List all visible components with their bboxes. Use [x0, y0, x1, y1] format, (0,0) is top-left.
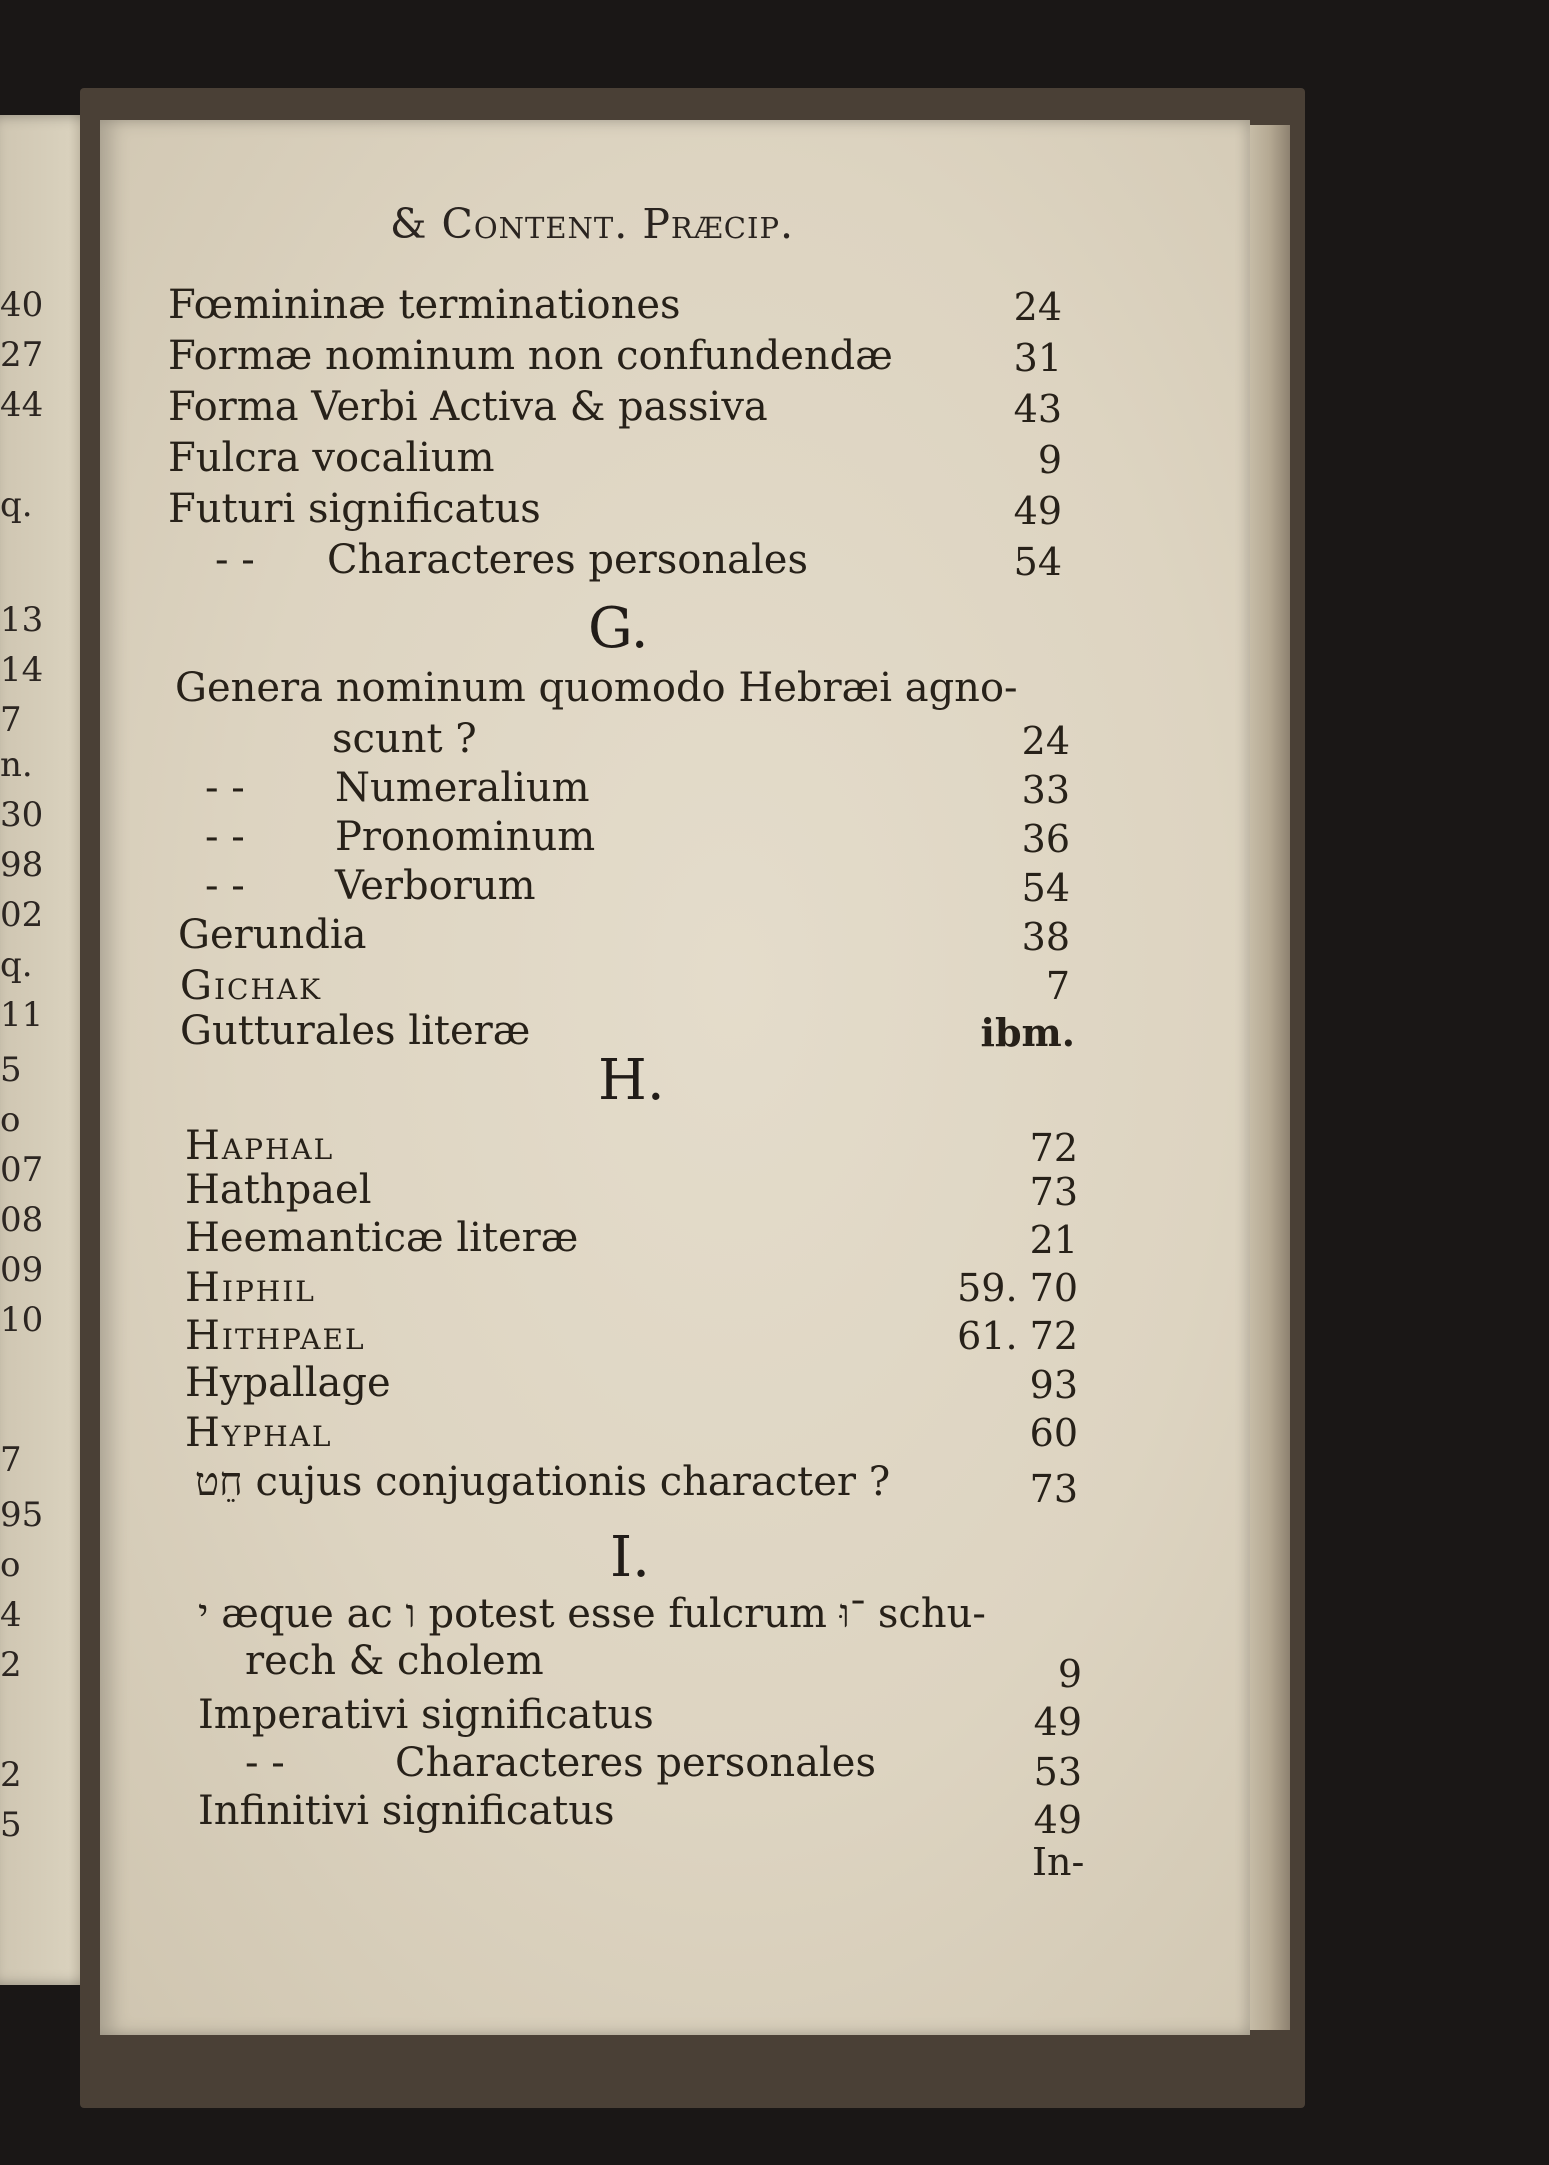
index-entry: rech & cholem: [245, 1638, 544, 1684]
running-head: & Content. Præcip.: [390, 200, 794, 248]
margin-fragment: o: [0, 1100, 21, 1140]
margin-fragment: 07: [0, 1150, 44, 1190]
page-number: 38: [1021, 915, 1070, 959]
section-letter-h: H.: [598, 1048, 665, 1113]
page-number: 9: [1057, 1652, 1082, 1696]
ditto-dashes: - -: [205, 814, 245, 860]
index-entry: scunt ?: [332, 716, 477, 762]
page-number: 72: [1029, 1126, 1078, 1170]
margin-fragment: 14: [0, 650, 44, 690]
margin-fragment: 5: [0, 1050, 22, 1090]
page-number: 60: [1029, 1411, 1078, 1455]
margin-fragment: 02: [0, 895, 44, 935]
margin-fragment: 10: [0, 1300, 44, 1340]
margin-fragment: 98: [0, 845, 44, 885]
page-number: 54: [1021, 866, 1070, 910]
page-number: 24: [1021, 719, 1070, 763]
index-entry: Gerundia: [178, 912, 367, 958]
page-number: 54: [1013, 540, 1062, 584]
page-number: 7: [1045, 964, 1070, 1008]
index-entry: [205, 765, 590, 811]
margin-fragment: 5: [0, 1805, 22, 1845]
margin-fragment: 4: [0, 1595, 22, 1635]
margin-fragment: 2: [0, 1645, 22, 1685]
margin-fragment: 95: [0, 1495, 44, 1535]
index-entry: Hyphal: [185, 1410, 333, 1456]
index-entry: Formæ nominum non confundendæ: [168, 333, 893, 379]
index-entry: Forma Verbi Activa & passiva: [168, 384, 768, 430]
index-entry: Fulcra vocalium: [168, 435, 495, 481]
section-letter-i: I.: [610, 1525, 650, 1590]
index-entry: [205, 863, 536, 909]
margin-fragment: 44: [0, 385, 44, 425]
margin-fragment: 2: [0, 1755, 22, 1795]
entry-label: Verborum: [335, 863, 536, 909]
page-number: 59. 70: [957, 1266, 1078, 1310]
margin-fragment: 30: [0, 795, 44, 835]
page-number: 9: [1037, 438, 1062, 482]
index-entry: Gutturales literæ: [180, 1008, 531, 1054]
margin-fragment: q.: [0, 945, 33, 985]
margin-fragment: 27: [0, 335, 44, 375]
page-number: 73: [1029, 1467, 1078, 1511]
index-entry: Imperativi significatus: [198, 1692, 654, 1738]
index-entry: Gichak: [180, 963, 322, 1009]
index-entry: Heemanticæ literæ: [185, 1215, 579, 1261]
margin-fragment: 09: [0, 1250, 44, 1290]
ditto-dashes: - -: [205, 863, 245, 909]
entry-label: Characteres personales: [327, 537, 808, 583]
page-number: 49: [1033, 1798, 1082, 1842]
page-number: 73: [1029, 1170, 1078, 1214]
ditto-dashes: - -: [205, 765, 245, 811]
margin-fragment: 13: [0, 600, 44, 640]
page-number: 49: [1013, 489, 1062, 533]
entry-label: Pronominum: [335, 814, 596, 860]
index-entry: Hathpael: [185, 1167, 372, 1213]
index-entry: י æque ac ו potest esse fulcrum ־וּ schu-: [198, 1591, 986, 1637]
entry-label: Numeralium: [335, 765, 590, 811]
section-letter-g: G.: [588, 596, 649, 661]
page-number: 49: [1033, 1700, 1082, 1744]
margin-fragment: 40: [0, 285, 44, 325]
page-number: 24: [1013, 285, 1062, 329]
index-entry: Hiphil: [185, 1265, 316, 1311]
index-entry: Hithpael: [185, 1313, 366, 1359]
index-entry: Fœmininæ terminationes: [168, 282, 681, 328]
page-number: 33: [1021, 768, 1070, 812]
index-entry: [205, 814, 595, 860]
margin-fragment: q.: [0, 485, 33, 525]
index-entry: Hypallage: [185, 1360, 391, 1406]
page-number: ibm.: [980, 1010, 1075, 1055]
ditto-dashes: - -: [245, 1740, 285, 1786]
index-entry: Haphal: [185, 1123, 335, 1169]
page-block-edge: [1250, 125, 1290, 2030]
margin-fragment: 11: [0, 995, 44, 1035]
page-number: 31: [1013, 336, 1062, 380]
margin-fragment: n.: [0, 745, 33, 785]
margin-fragment: o: [0, 1545, 21, 1585]
page-number: 93: [1029, 1363, 1078, 1407]
index-entry: Genera nominum quomodo Hebræi agno-: [175, 665, 1018, 711]
ditto-dashes: - -: [215, 537, 255, 583]
index-entry: Futuri significatus: [168, 486, 541, 532]
catchword: In-: [1032, 1840, 1085, 1884]
index-entry: Infinitivi significatus: [198, 1788, 615, 1834]
page-number: 21: [1029, 1218, 1078, 1262]
entry-label: Characteres personales: [395, 1740, 876, 1786]
page-number: 43: [1013, 387, 1062, 431]
margin-fragment: 08: [0, 1200, 44, 1240]
page-number: 36: [1021, 817, 1070, 861]
margin-fragment: 7: [0, 700, 22, 740]
page-number: 61. 72: [957, 1314, 1078, 1358]
index-entry: חֵט cujus conjugationis character ?: [195, 1459, 891, 1505]
index-entry: [245, 1740, 876, 1786]
index-entry: [215, 537, 808, 583]
page-number: 53: [1033, 1750, 1082, 1794]
margin-fragment: 7: [0, 1440, 22, 1480]
